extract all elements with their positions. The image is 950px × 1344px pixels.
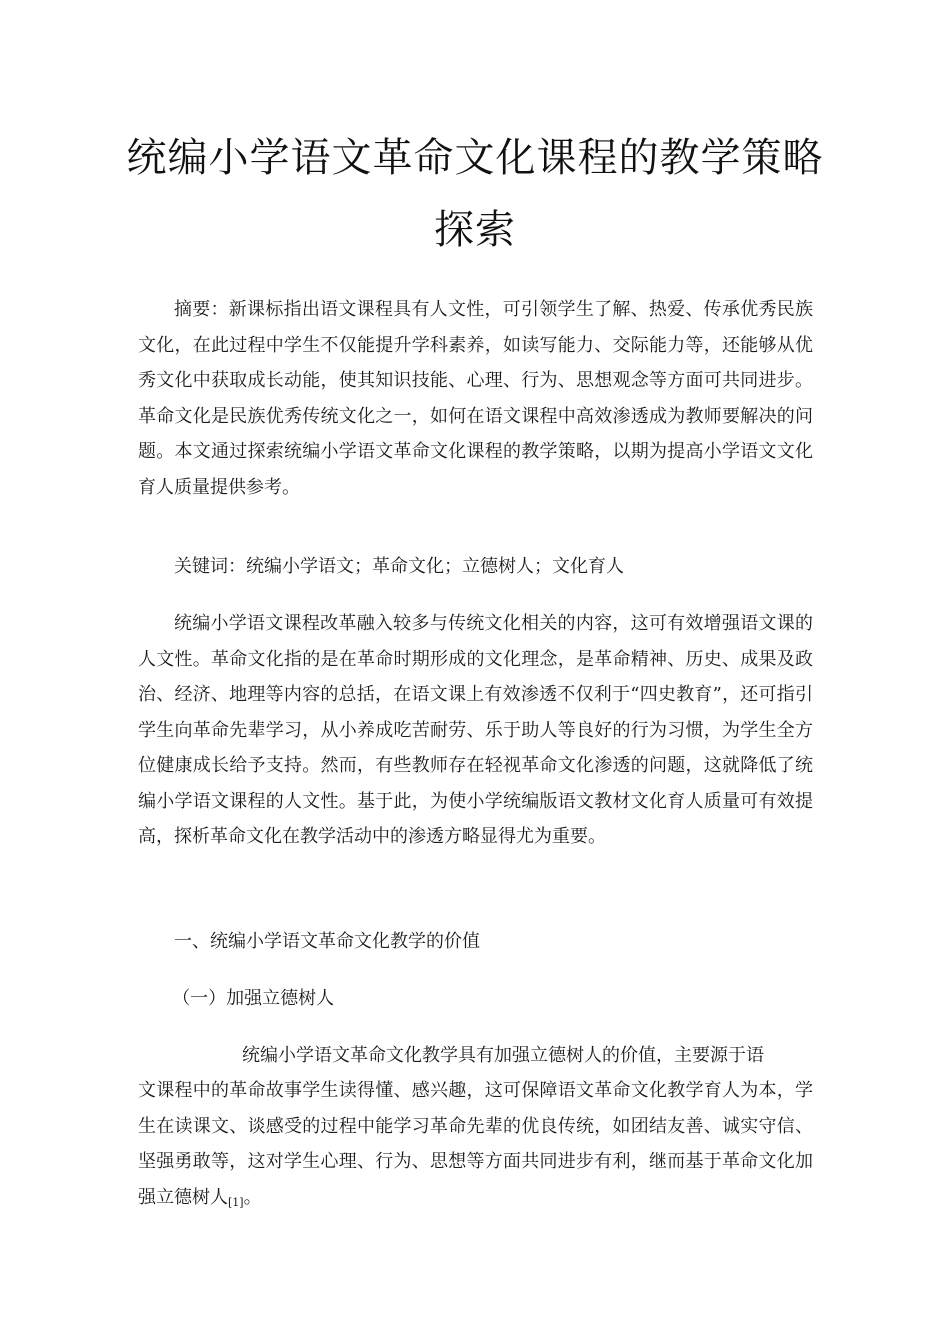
intro-paragraph: 统编小学语文课程改革融入较多与传统文化相关的内容，这可有效增强语文课的人文性。革命文化指的是在革命时期形成的文化理念，是革命精神、历史、成果及政治、经济、地理等内容的总括，在语文课上有效渗透不仅利于“四史教育”，还可指引学生向革命先辈学习，从小养成吃苦耐劳、乐于助人等良好的行为习惯，为学生全方位健康成长给予支持。然而，有些教师存在轻视革命文化渗透的问题，这就降低了统编小学语文课程的人文性。基于此，为使小学统编版语文教材文化育人质量可有效提高，探析革命文化在教学活动中的渗透方略显得尤为重要。 [138, 613, 813, 847]
body-first-line: 统编小学语文革命文化教学具有加强立德树人的价值，主要源于语 [242, 1045, 764, 1066]
title-line-2: 探索 [434, 207, 516, 253]
keywords-paragraph: 关键词：统编小学语文；革命文化；立德树人；文化育人 [174, 556, 624, 577]
subsection-heading: （一）加强立德树人 [172, 988, 335, 1009]
citation-ref: [1] [228, 1195, 244, 1209]
body-end: 。 [243, 1186, 262, 1208]
section-heading: 一、统编小学语文革命文化教学的价值 [174, 931, 480, 952]
abstract-paragraph: 摘要：新课标指出语文课程具有人文性，可引领学生了解、热爱、传承优秀民族文化，在此过程中学生不仅能提升学科素养，如读写能力、交际能力等，还能够从优秀文化中获取成长动能，使其知识技能、心理、行为、思想观念等方面可共同进步。革命文化是民族优秀传统文化之一，如何在语文课程中高效渗透成为教师要解决的问题。本文通过探索统编小学语文革命文化课程的教学策略，以期为提高小学语文文化育人质量提供参考。 [138, 299, 813, 498]
body-paragraph [138, 1073, 813, 1220]
title-line-1: 统编小学语文革命文化课程的教学策略 [126, 135, 824, 181]
body-text: 文课程中的革命故事学生读得懂、感兴趣，这可保障语文革命文化教学育人为本，学生在读课文、谈感受的过程中能学习革命先辈的优良传统，如团结友善、诚实守信、坚强勇敢等，这对学生心理、行为、思想等方面共同进步有利，继而基于革命文化加强立德树人 [138, 1080, 813, 1208]
